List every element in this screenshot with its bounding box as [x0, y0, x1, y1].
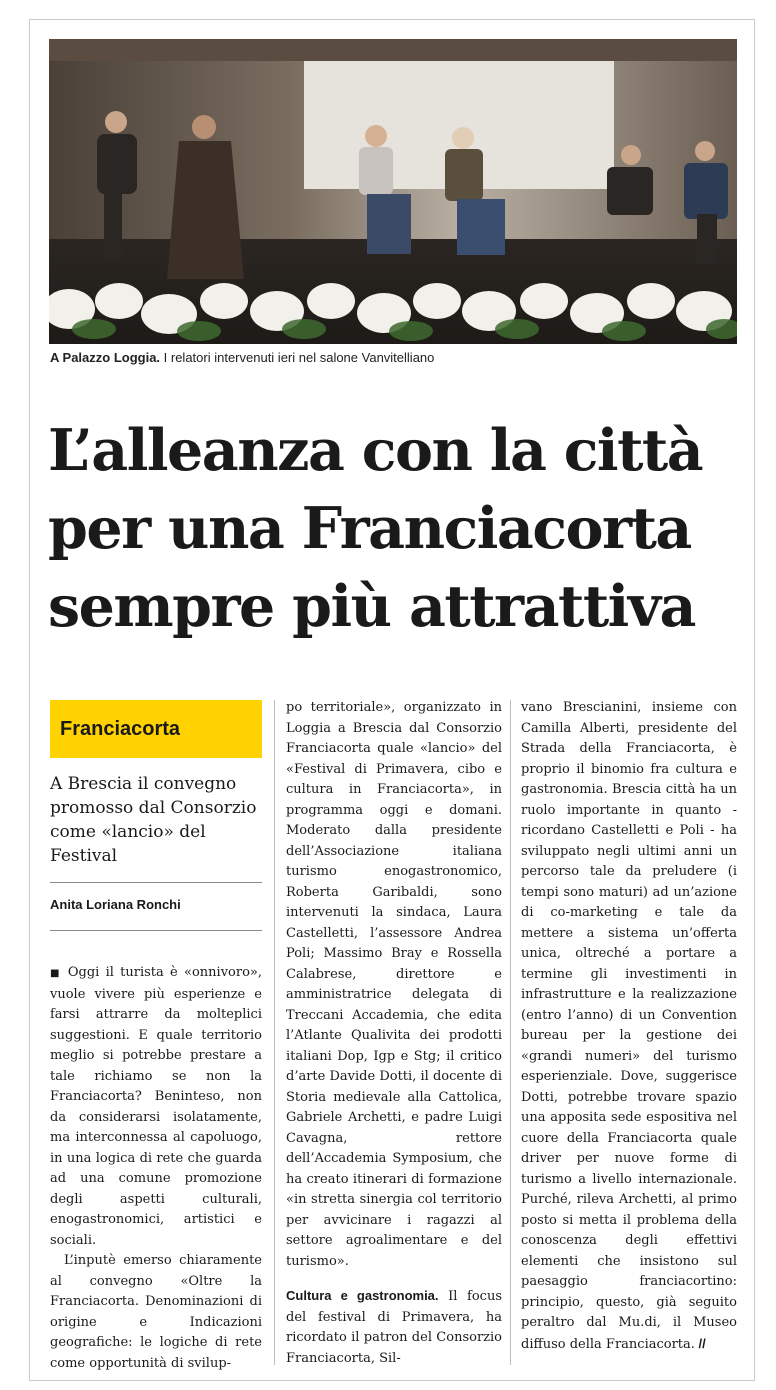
caption-lead: A Palazzo Loggia. [50, 350, 161, 365]
column-1 [50, 700, 262, 1374]
headline [48, 412, 748, 646]
column-divider [510, 700, 511, 1365]
body-column-1 [50, 963, 262, 1374]
column-divider [274, 700, 275, 1365]
divider [50, 882, 262, 883]
divider [50, 930, 262, 931]
paragraph: L’inputè emerso chiaramente al convegno «Oltre la Franciacorta. Denominazioni di origine e Indicazioni geografiche: le logiche di rete come opportunità di svilup- [50, 1253, 262, 1371]
headline-line-3: sempre più attrattiva [48, 573, 695, 640]
article-photo [49, 39, 737, 344]
paragraph [521, 698, 737, 1355]
body-column-2 [286, 698, 502, 1369]
caption-text: I relatori intervenuti ieri nel salone Vanvitelliano [160, 350, 435, 365]
paragraph [50, 963, 262, 1251]
bullet-square-icon: ■ [50, 968, 62, 979]
section-kicker: Franciacorta [50, 700, 262, 758]
headline-line-1: L’alleanza con la città [48, 417, 703, 484]
photo-caption [50, 350, 740, 365]
headline-line-2: per una Franciacorta [48, 495, 691, 562]
paragraph [286, 1286, 502, 1369]
end-mark: // [694, 1335, 706, 1351]
subheading: Cultura e gastronomia. [286, 1288, 439, 1303]
author-byline: Anita Loriana Ronchi [50, 897, 181, 912]
paragraph-text: vano Brescianini, insieme con Camilla Alberti, presidente del Strada della Franciacorta, è proprio il binomio fra cultura e gastronomia. Brescia città ha un ruolo importante in quanto - ricordano Castelletti e Poli - ha sviluppato negli ultimi anni un percorso tale da preludere (i tempi sono maturi) ad un’azione di co-marketing e tale da mettere a sistema un’offerta unica, oltreché a portare a termine gli investimenti in infrastrutture e la realizzazione (entro l’anno) di un Convention bureau per la gestione dei «grandi numeri» del turismo esperienziale. Dove, suggerisce Dotti, potrebbe trovare spazio una apposita sede espositiva nel cuore della Franciacorta quale driver per nuove forme di turismo a livello internazionale. Purché, rileva Archetti, al primo posto si metta il problema della conoscenza degli effettivi elementi che insistono sul paesaggio franciacortino: principio, questo, già seguito peraltro dal Mu.di, il Museo diffuso della Franciacorta. [521, 700, 737, 1352]
body-column-3 [521, 698, 737, 1355]
paragraph: po territoriale», organizzato in Loggia a Brescia dal Consorzio Franciacorta quale «lancio» del «Festival di Primavera, cibo e cultura in Franciacorta», in programma oggi e domani. Moderato dalla presidente dell’Associazione italiana turismo enogastronomico, Roberta Garibaldi, sono intervenuti la sindaca, Laura Castelletti, l’assessore Andrea Poli; Massimo Bray e Rossella Calabrese, direttore e amministratrice delegata di Treccani Accademia, che edita l’Atlante Qualivita dei prodotti italiani Dop, Igp e Stg; il critico d’arte Davide Dotti, il docente di Storia medievale alla Cattolica, Gabriele Archetti, e padre Luigi Cavagna, rettore dell’Accademia Symposium, che ha creato itinerari di formazione «in stretta sinergia col territorio per avvicinare i ragazzi al settore agroalimentare e del turismo». [286, 700, 502, 1269]
panel-photo-illustration [49, 39, 737, 344]
paragraph-text: Oggi il turista è «onnivoro», vuole vivere più esperienze e farsi attrarre da molteplici suggestioni. E quale territorio meglio si potrebbe prestare a tale richiamo se non la Franciacorta? Beninteso, non da considerarsi isolatamente, ma interconnessa al capoluogo, in una logica di rete che guarda ad una comune promozione degli aspetti culturali, enogastronomici, artistici e sociali. [50, 965, 262, 1248]
paragraph-text: Il focus del festival di Primavera, ha ricordato il patron del Consorzio Franciacorta, Sil- [286, 1289, 502, 1366]
article-summary: A Brescia il convegno promosso dal Consorzio come «lancio» del Festival [50, 774, 257, 866]
